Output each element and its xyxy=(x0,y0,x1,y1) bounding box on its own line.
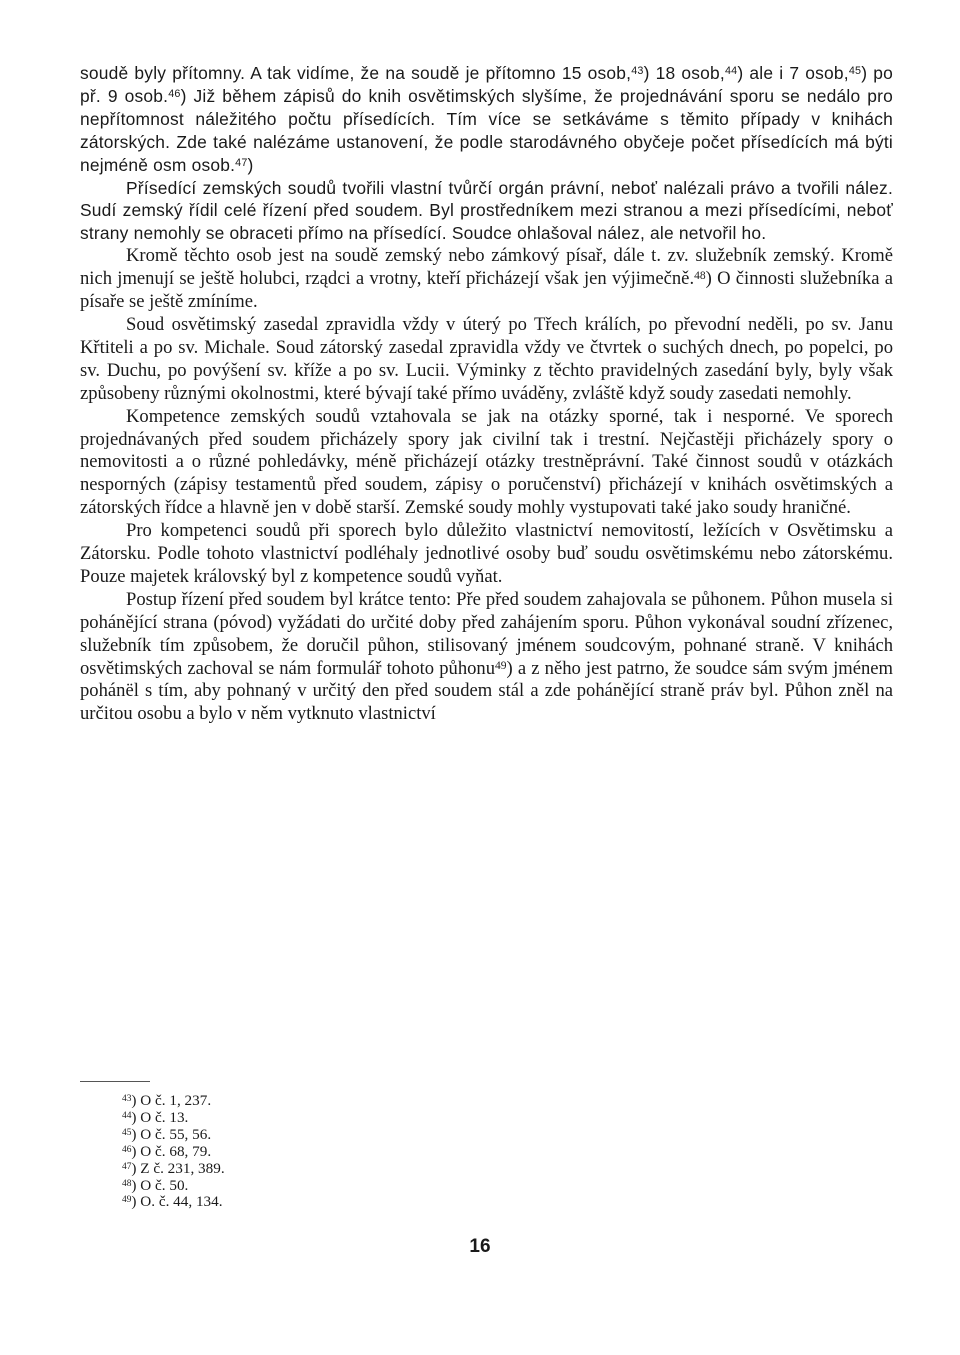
text-run: ) ale i 7 osob, xyxy=(737,63,849,83)
text-run: Kompetence zemských soudů vztahovala se jak na otázky sporné, tak i nesporné. Ve sporech projednávaných před soudem přicházely spory jak civilní tak i trestní. Nejčastěji přicházely spory o nemovitosti a o různé pohledávky, méně přicházejí otázky trestněprávní. Také činnost soudů v otázkách nesporných (zápisy testamentů před soudem, zápisy o poručenství) přicházejí v knihách osvětimských a zátorských řídce a hlavně jen v době starší. Zemské soudy mohly vystupovati také jako soudy hraničné. xyxy=(80,405,893,519)
paragraph xyxy=(80,245,893,314)
footnote-mark: 44 xyxy=(122,1110,132,1121)
text-run: Pro kompetenci soudů při sporech bylo důležito vlastnictví nemovitostí, ležících v Osvětimsku a Zátorsku. Podle tohoto vlastnictví podléhaly jednotlivé osoby buď soudu osvětimskému nebo zátorskému. Pouze majetek královský byl z kompetence soudů vyňat. xyxy=(80,520,893,587)
footnote-text: ) O č. 50. xyxy=(131,1176,189,1194)
footnote-item xyxy=(122,1178,225,1195)
footnote-item xyxy=(122,1144,225,1161)
paragraph xyxy=(80,520,893,589)
paragraph xyxy=(80,314,893,406)
footnote-item xyxy=(122,1110,225,1127)
footnote-text: ) O č. 68, 79. xyxy=(131,1142,212,1160)
footnote-text: ) O. č. 44, 134. xyxy=(131,1193,223,1211)
footnote-mark: 45 xyxy=(122,1127,132,1138)
page-number: 16 xyxy=(469,1236,491,1257)
page-body xyxy=(80,62,893,726)
text-run: ) 18 osob, xyxy=(643,63,725,83)
text-run: ) Již během zápisů do knih osvětimských slyšíme, že projednávání sporu se nedálo pro nepřítomnost náležitého počtu přísedících. Tím více se setkáváme s těmito případy v knihách zátorských. Zde také nalézáme ustanovení, že podle starodávného obyčeje počet přísedících má býti nejméně osm osob. xyxy=(80,85,893,175)
paragraph xyxy=(80,62,893,177)
footnote-reference[interactable]: 44 xyxy=(724,65,738,78)
text-run: Postup řízení před soudem byl krátce tento: Pře před soudem zahajovala se půhonem. Půhon musela si pohánějící strana (póvod) vyžádati do určité doby před zahájením sporu. Půhon vykonával soudní zřízenec, služebník tím způsobem, že doručil půhon, stilisovaný jménem soudcovým, pohnané straně. V knihách osvětimských zachoval se nám formulář tohoto půhonu xyxy=(80,588,893,679)
footnote-text: ) O č. 1, 237. xyxy=(131,1092,212,1109)
footnote-reference[interactable]: 43 xyxy=(631,65,644,78)
footnote-reference[interactable]: 46 xyxy=(168,88,181,101)
footnote-item xyxy=(122,1194,225,1211)
text-run: ) po př. 9 osob. xyxy=(80,63,893,106)
footnote-text: ) Z č. 231, 389. xyxy=(131,1159,225,1177)
paragraph xyxy=(80,177,893,246)
text-run: Soud osvětimský zasedal zpravidla vždy v úterý po Třech králích, po převodní neděli, po sv. Janu Křtiteli a po sv. Michale. Soud zátorský zasedal zpravidla vždy ve čtvrtek o suchých dnech, po popelci, po sv. Duchu, po povýšení sv. kříže a po sv. Lucii. Výminky z těchto pravidelných zasedání byly, byly však způsobeny různými okolnostmi, které bývají také přímo uváděny, zvláště když soudy zasedati nemohly. xyxy=(80,313,893,404)
text-run: soudě byly přítomny. A tak vidíme, že na soudě je přítomno 15 osob, xyxy=(80,63,632,83)
text-run: Kromě těchto osob jest na soudě zemský nebo zámkový písař, dále t. zv. služebník zemský. Kromě nich jmenují se ještě holubci, rządci a vrotny, kteří přicházejí však jen výjimečně. xyxy=(80,245,893,290)
footnote-text: ) O č. 13. xyxy=(131,1108,189,1126)
footnote-divider xyxy=(80,1081,150,1082)
footnote-mark: 48 xyxy=(122,1178,132,1189)
footnote-mark: 49 xyxy=(122,1195,132,1206)
footnotes-list xyxy=(122,1093,225,1211)
footnote-mark: 43 xyxy=(122,1093,132,1104)
footnote-item xyxy=(122,1093,225,1110)
footnote-reference[interactable]: 45 xyxy=(848,65,862,78)
text-run: Přísedící zemských soudů tvořili vlastní tvůrčí orgán právní, neboť nalézali právo a tvořili nález. Sudí zemský řídil celé řízení před soudem. Byl prostředníkem mezi stranou a mezi přísedícími, neboť strany nemohly se obraceti přímo na přísedící. Soudce ohlašoval nález, ale netvořil ho. xyxy=(80,177,893,244)
footnote-reference[interactable]: 48 xyxy=(694,269,706,282)
footnote-item xyxy=(122,1127,225,1144)
paragraph xyxy=(80,589,893,726)
footnote-mark: 46 xyxy=(122,1144,132,1155)
footnote-reference[interactable]: 49 xyxy=(495,659,507,672)
footnote-text: ) O č. 55, 56. xyxy=(131,1125,212,1143)
text-run: ) O činnosti služebníka a písaře se ještě zmíníme. xyxy=(80,268,893,313)
paragraph xyxy=(80,406,893,521)
footnote-item xyxy=(122,1161,225,1178)
footnote-reference[interactable]: 47 xyxy=(235,156,248,169)
text-run: ) xyxy=(247,154,254,175)
text-run: ) a z něho jest patrno, že soudce sám svým jménem pohánël s tím, aby pohnaný v určitý den před soudem stál a zde pohánějící straně práv byl. Půhon zněl na určitou osobu a bylo v něm vytknuto vlastnictví xyxy=(80,657,893,725)
footnote-mark: 47 xyxy=(122,1161,132,1172)
